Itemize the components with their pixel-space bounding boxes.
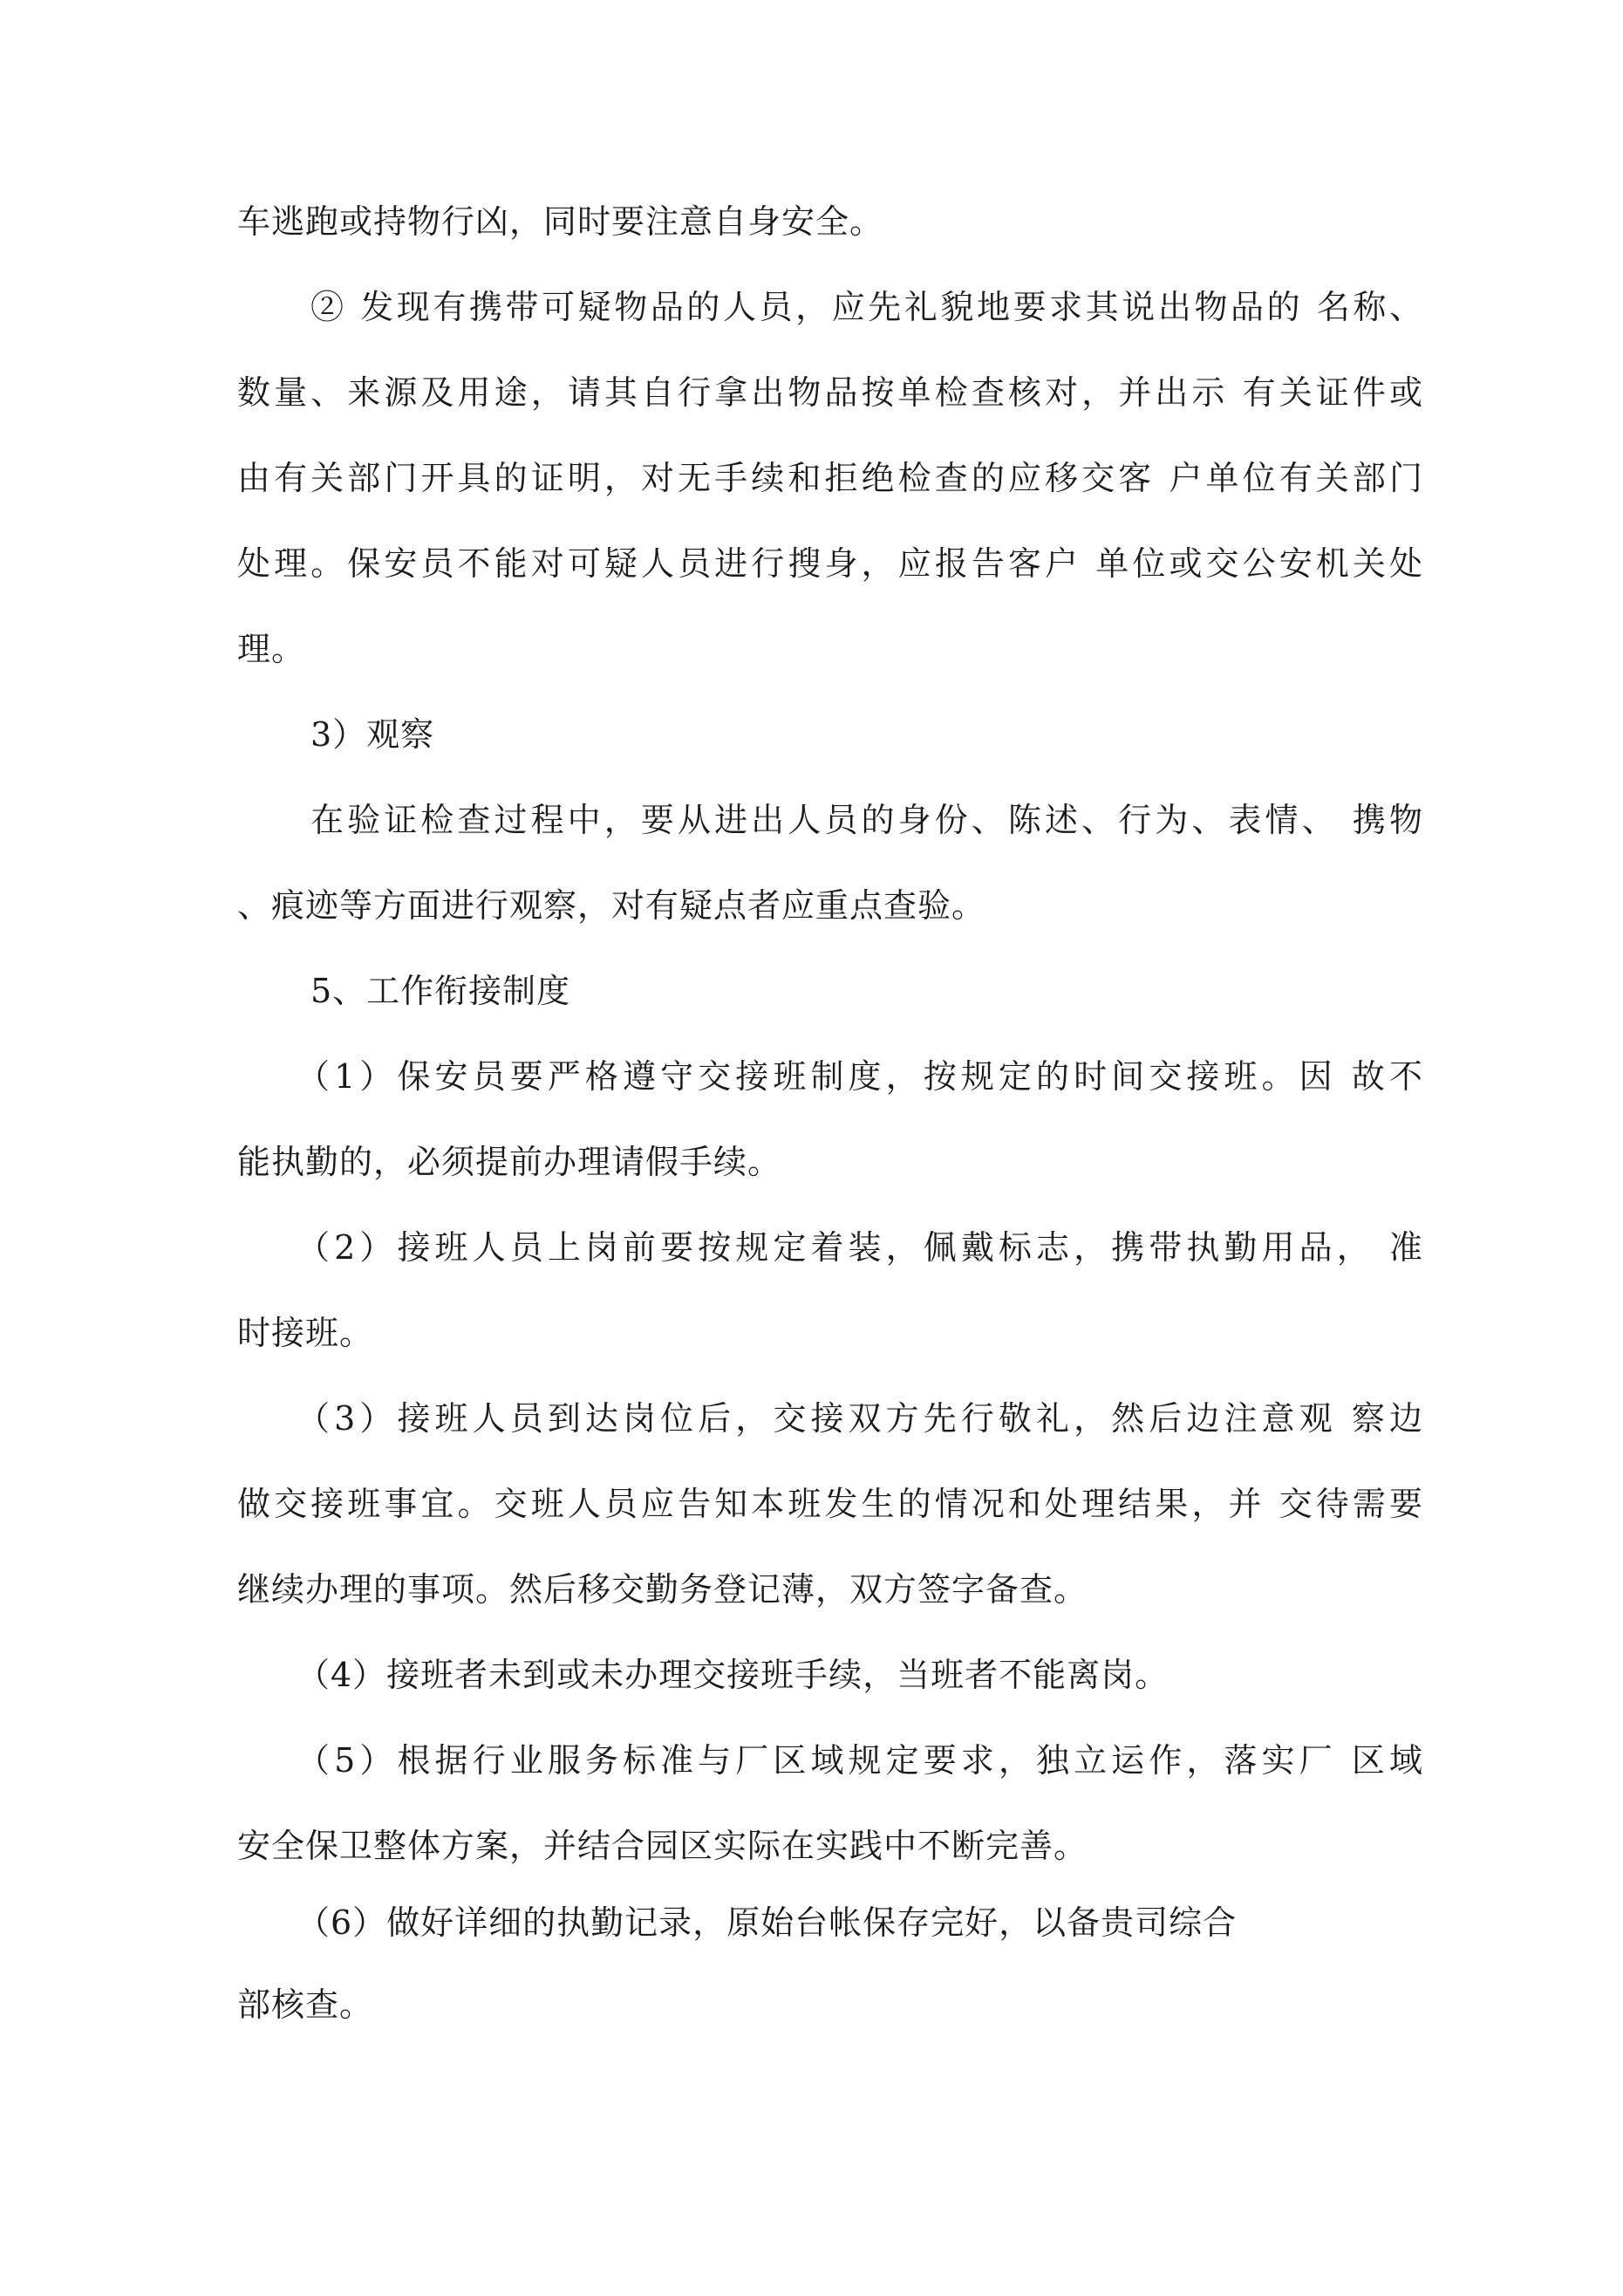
text-line-12: 能执勤的，必须提前办理请假手续。 (237, 1143, 782, 1181)
text-line-13: （2）接班人员上岗前要按规定着装，佩戴标志，携带执勤用品， 准 (297, 1228, 1423, 1267)
text-line-2: ② 发现有携带可疑物品的人员，应先礼貌地要求其说出物品的 名称、 (310, 288, 1423, 326)
text-line-9: 、痕迹等方面进行观察，对有疑点者应重点查验。 (237, 886, 986, 925)
section-heading-handover: 5、工作衔接制度 (310, 972, 571, 1010)
text-line-4: 由有关部门开具的证明，对无手续和拒绝检查的应移交客 户单位有关部门 (237, 459, 1423, 497)
text-line-16: 做交接班事宜。交班人员应告知本班发生的情况和处理结果，并 交待需要 (237, 1485, 1423, 1523)
text-line-21: （6）做好详细的执勤记录，原始台帐保存完好，以备贵司综合 (297, 1903, 1238, 1942)
text-line-18: （4）接班者未到或未办理交接班手续，当班者不能离岗。 (297, 1656, 1170, 1694)
text-line-3: 数量、来源及用途，请其自行拿出物品按单检查核对，并出示 有关证件或 (237, 373, 1423, 412)
text-line-17: 继续办理的事项。然后移交勤务登记薄，双方签字备查。 (237, 1570, 1088, 1609)
text-line-1: 车逃跑或持物行凶，同时要注意自身安全。 (237, 202, 884, 241)
text-line-6: 理。 (237, 630, 306, 668)
text-line-14: 时接班。 (237, 1314, 374, 1352)
text-line-8: 在验证检查过程中，要从进出人员的身份、陈述、行为、表情、 携物 (310, 801, 1423, 839)
text-line-20: 安全保卫整体方案，并结合园区实际在实践中不断完善。 (237, 1827, 1088, 1865)
text-line-5: 处理。保安员不能对可疑人员进行搜身，应报告客户 单位或交公安机关处 (237, 544, 1423, 583)
text-line-22: 部核查。 (237, 1985, 374, 2024)
text-line-15: （3）接班人员到达岗位后，交接双方先行敬礼，然后边注意观 察边 (297, 1399, 1423, 1438)
text-line-19: （5）根据行业服务标准与厂区域规定要求，独立运作，落实厂 区域 (297, 1741, 1423, 1780)
section-heading-observation: 3）观察 (310, 715, 435, 754)
text-line-11: （1）保安员要严格遵守交接班制度，按规定的时间交接班。因 故不 (297, 1057, 1423, 1096)
